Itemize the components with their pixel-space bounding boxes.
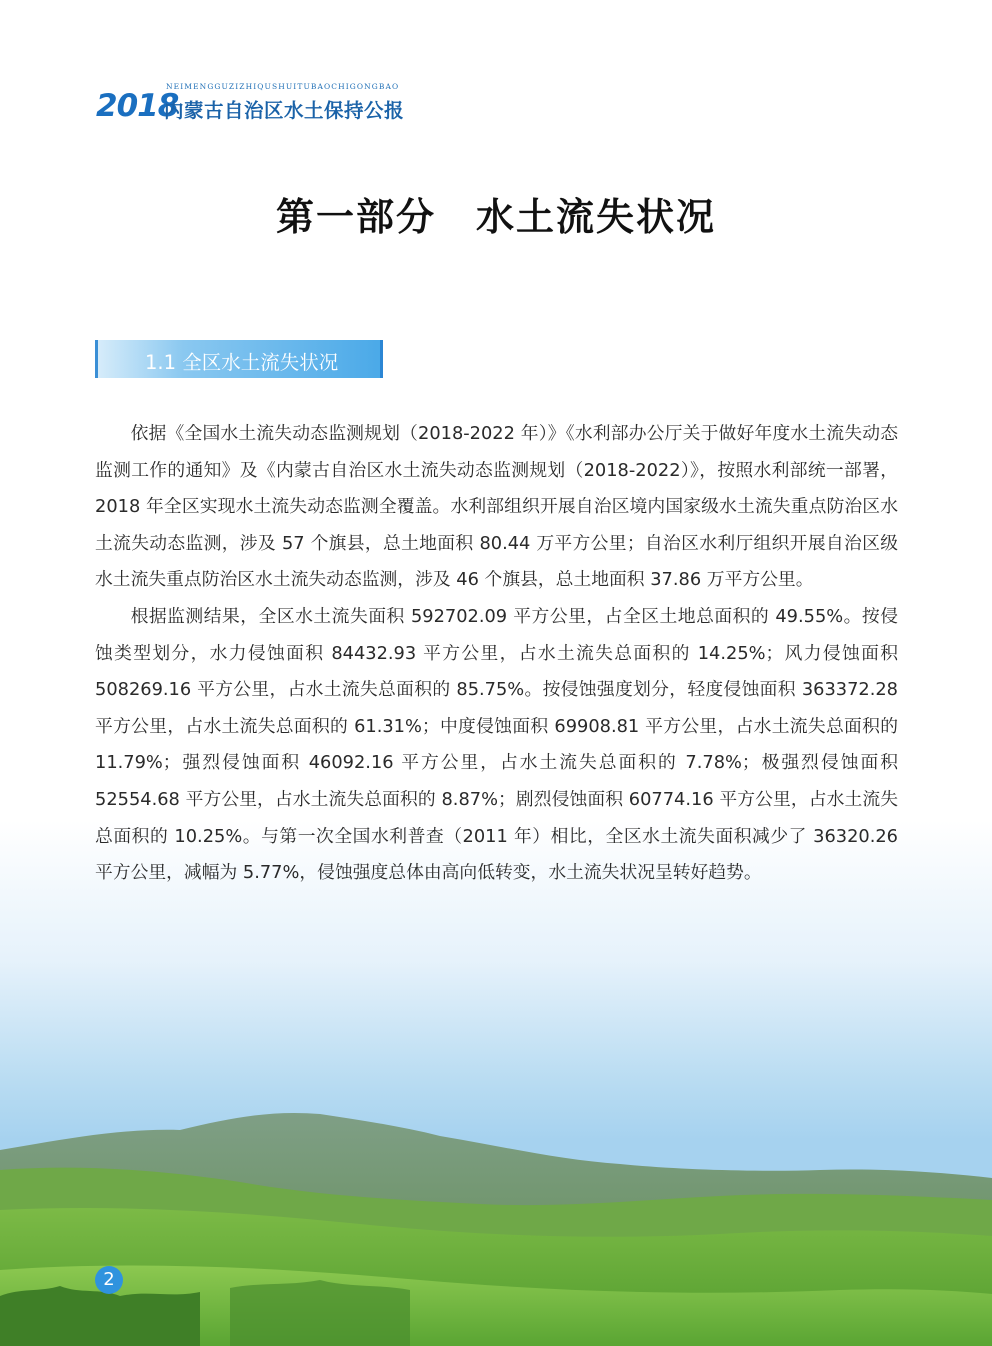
part-title: 第一部分 水土流失状况 [275,194,716,239]
paragraph-2: 根据监测结果，全区水土流失面积 592702.09 平方公里，占全区土地总面积的 49.55%。按侵蚀类型划分，水力侵蚀面积 84432.93 平方公里，占水土流失总面积的 14.25%；风力侵蚀面积 508269.16 平方公里，占水土流失总面积的 85.75%。按侵蚀强度划分，轻度侵蚀面积 363372.28 平方公里，占水土流失总面积的 61.31%；中度侵蚀面积 69908.81 平方公里，占水土流失总面积的 11.79%；强烈侵蚀面积 46092.16 平方公里，占水土流失总面积的 7.78%；极强烈侵蚀面积 52554.68 平方公里，占水土流失总面积的 8.87%；剧烈侵蚀面积 60774.16 平方公里，占水土流失总面积的 10.25%。与第一次全国水利普查（2011 年）相比，全区水土流失面积减少了 36320.26 平方公里，减幅为 5.77%，侵蚀强度总体由高向低转变，水土流失状况呈转好趋势。 [95,605,898,884]
header-pinyin: NEIMENGGUZIZHIQUSHUITUBAOCHIGONGBAO [166,82,400,91]
body-text [95,416,898,892]
section-heading-bar [95,340,383,378]
header-title: 内蒙古自治区水土保持公报 [164,99,405,122]
section-bar-accent [380,340,383,378]
page-number-badge: 2 [95,1266,123,1294]
grassland-landscape-image [0,1100,992,1346]
paragraph-1: 依据《全国水土流失动态监测规划（2018-2022 年）》《水利部办公厅关于做好年度水土流失动态监测工作的通知》及《内蒙古自治区水土流失动态监测规划（2018-2022）》，按照水利部统一部署，2018 年全区实现水土流失动态监测全覆盖。水利部组织开展自治区境内国家级水土流失重点防治区水土流失动态监测，涉及 57 个旗县，总土地面积 80.44 万平方公里；自治区水利厅组织开展自治区级水土流失重点防治区水土流失动态监测，涉及 46 个旗县，总土地面积 37.86 万平方公里。 [95,423,898,591]
header-year: 2018 [96,88,179,124]
section-heading-label: 1.1 全区水土流失状况 [145,351,339,374]
